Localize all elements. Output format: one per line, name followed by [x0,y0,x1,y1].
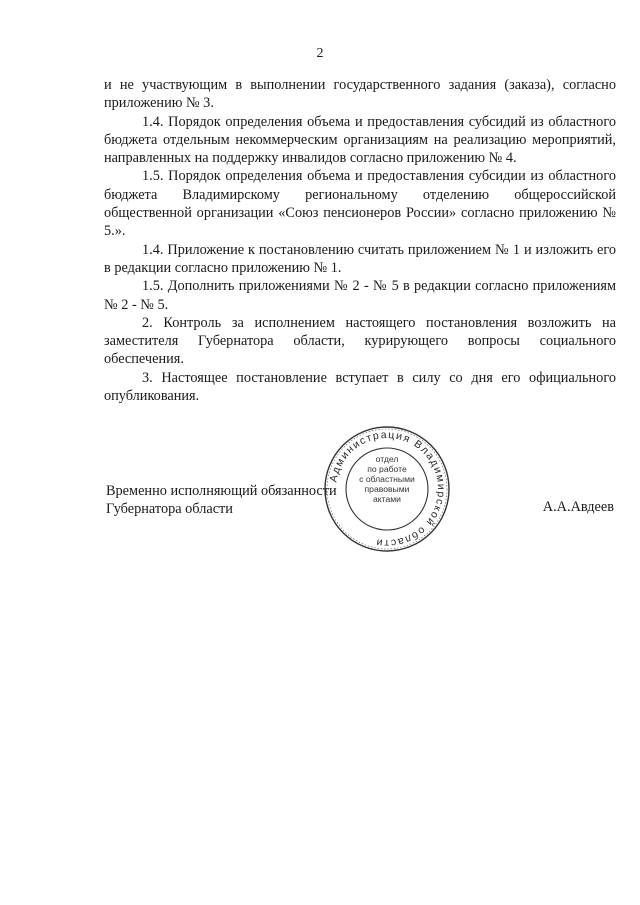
paragraph-1-4-subsidies: 1.4. Порядок определения объема и предоставления субсидий из областного бюджета отдельным некоммерческим организациям на реализацию мероприятий, направленных на поддержку инвалидов согласно приложению № 4. [104,113,616,167]
stamp-center-line: актами [373,494,401,504]
paragraph-continuation: и не участвующим в выполнении государственного задания (заказа), согласно приложению № 3. [104,77,616,112]
paragraph-1-5-subsidy: 1.5. Порядок определения объема и предоставления субсидии из областного бюджета Владимирскому региональному отделению общероссийской общественной организации «Союз пенсионеров России» согласно приложению № 5.». [104,168,616,240]
signatory-position-line1: Временно исполняющий обязанности [106,483,337,499]
paragraph-3-effective: 3. Настоящее постановление вступает в силу со дня его официального опубликования. [104,369,616,405]
paragraph-1-4-appendix: 1.4. Приложение к постановлению считать приложением № 1 и изложить его в редакции согласно приложению № 1. [104,241,616,276]
page-number: 2 [316,46,324,61]
stamp-ring-text: Администрация Владимирской области [327,428,448,550]
signatory-name: А.А.Авдеев [542,499,614,515]
signatory-position-line2: Губернатора области [106,501,233,517]
paragraph-2-control: 2. Контроль за исполнением настоящего постановления возложить на заместителя Губернатора области, курирующего вопросы социального обеспечения. [104,314,616,368]
stamp-center-text [322,454,452,504]
stamp-center-line: по работе [367,464,407,474]
stamp-center-line: с областными [359,474,415,484]
decree-body [104,76,616,405]
stamp-center-line: правовыми [364,484,410,494]
official-stamp [322,424,452,554]
stamp-center-line: отдел [375,454,399,464]
paragraph-1-5-supplement: 1.5. Дополнить приложениями № 2 - № 5 в редакции согласно приложениям № 2 - № 5. [104,278,616,313]
